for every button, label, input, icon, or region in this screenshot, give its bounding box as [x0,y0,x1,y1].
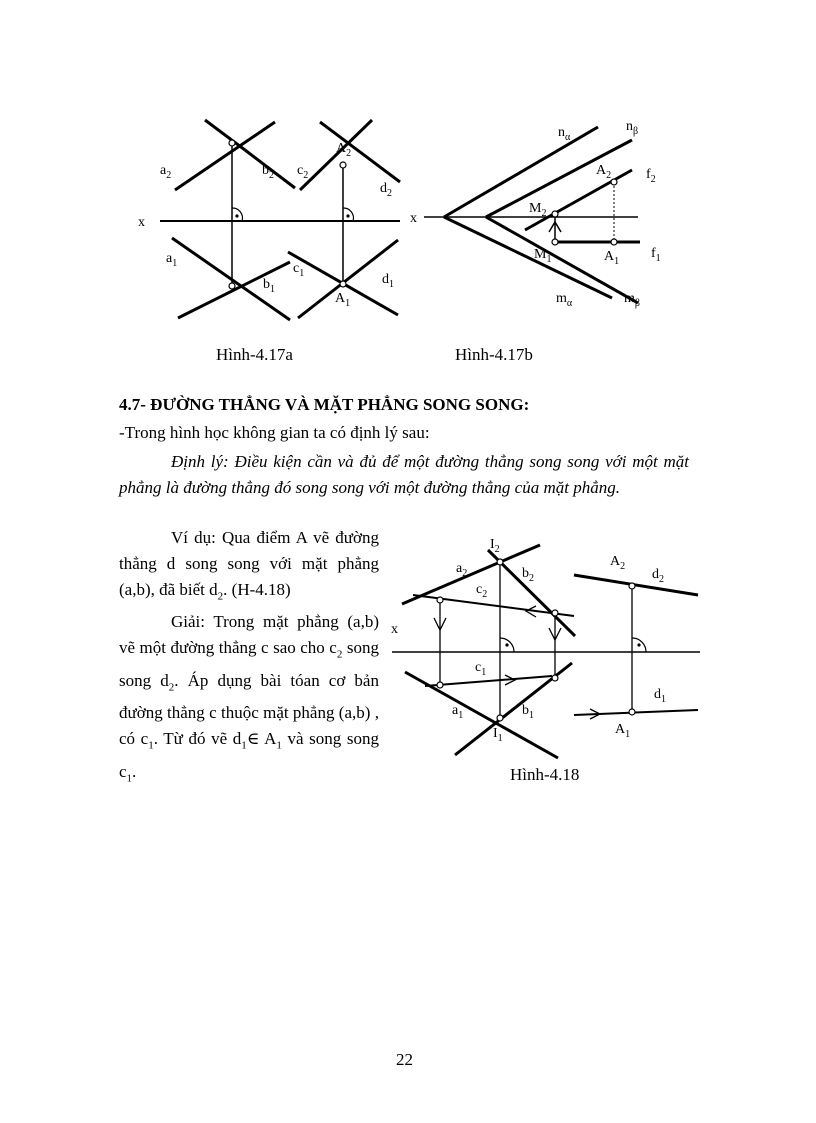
label-d1: $d_1$ [654,687,666,705]
label-A2: $A_2$ [596,163,612,181]
line-c1 [425,676,552,686]
label-f2: $f_2$ [646,167,656,185]
label-m-alpha: $m_\alpha$ [556,291,573,309]
label-I1: $I_1$ [493,726,503,744]
label-b2: $b_2$ [522,566,534,584]
caption-4-17a: Hình-4.17a [216,345,293,364]
section-intro: -Trong hình học không gian ta có định lý sau: [119,423,430,442]
point-M1 [552,239,558,245]
label-c2: $c_2$ [297,163,309,181]
line-a2 [402,545,540,604]
point-M2 [552,211,558,217]
line-d2 [574,575,698,595]
point-A1 [611,239,617,245]
point-A1 [340,281,346,287]
figure-4-18 [385,525,725,770]
point-A2 [340,162,346,168]
example-statement: Ví dụ: Qua điểm A vẽ đường thẳng d song song với mặt phẳng (a,b), đã biết $d_2$. (H-4.18) [119,528,379,603]
label-A2: $A_2$ [336,141,352,159]
point-ab2 [229,140,235,146]
label-a2: $a_2$ [456,561,468,579]
example-text [119,525,379,791]
label-b1: $b_1$ [263,277,275,295]
caption-4-17b: Hình-4.17b [455,345,533,364]
point-bc2 [552,610,558,616]
point-I1 [497,715,503,721]
label-d1: $d_1$ [382,272,394,290]
label-c1: $c_1$ [293,261,305,279]
page-number: 22 [396,1050,413,1069]
point-bc1 [552,675,558,681]
label-d2: $d_2$ [380,181,392,199]
label-a1: $a_1$ [452,703,464,721]
label-b1: $b_1$ [522,703,534,721]
label-x: x [138,215,145,230]
point-ab1 [229,283,235,289]
label-b2: $b_2$ [262,163,274,181]
label-x: x [391,622,398,637]
label-c2: $c_2$ [476,582,488,600]
label-M2: $M_2$ [529,201,547,219]
label-a2: $a_2$ [160,163,172,181]
line-a1b1-1 [172,238,290,320]
point-ac1 [437,682,443,688]
figure-4-17b [405,110,675,320]
label-A2: $A_2$ [610,554,626,572]
label-A1: $A_1$ [604,249,620,267]
label-c1: $c_1$ [475,660,487,678]
label-M1: $M_1$ [534,247,552,265]
theorem-text: Định lý: Điều kiện cần và đủ để một đường thẳng song song với một mặt phẳng là đường thẳng đó song song với một đường thẳng của mặt phẳng. [119,452,689,497]
label-x: x [410,211,417,226]
label-a1: $a_1$ [166,251,178,269]
section-heading: 4.7- ĐƯỜNG THẲNG VÀ MẶT PHẲNG SONG SONG: [119,395,530,414]
label-m-beta: $m_\beta$ [624,291,640,309]
label-n-beta: $n_\beta$ [626,119,639,137]
label-I2: $I_2$ [490,537,500,555]
label-A1: $A_1$ [335,291,351,309]
point-ac2 [437,597,443,603]
line-b2 [245,150,295,188]
line-a2b2-cross [175,122,275,190]
example-solution: Giải: Trong mặt phẳng (a,b) vẽ một đường thẳng c sao cho $c_2$ song song $d_2$. Áp dụng bài tóan cơ bản đường thẳng c thuộc mặt phẳng (a,b) , có $c_1$. Từ đó vẽ $d_1\in$ $A_1$ và song song $c_1$. [119,612,379,784]
figure-4-17a [130,110,420,330]
point-I2 [497,559,503,565]
label-d2: $d_2$ [652,567,664,585]
label-n-alpha: $n_\alpha$ [558,125,571,143]
label-A1: $A_1$ [615,722,631,740]
point-A1 [629,709,635,715]
point-A2 [629,583,635,589]
caption-4-18: Hình-4.18 [510,765,580,784]
point-A2 [611,179,617,185]
label-f1: $f_1$ [651,246,661,264]
